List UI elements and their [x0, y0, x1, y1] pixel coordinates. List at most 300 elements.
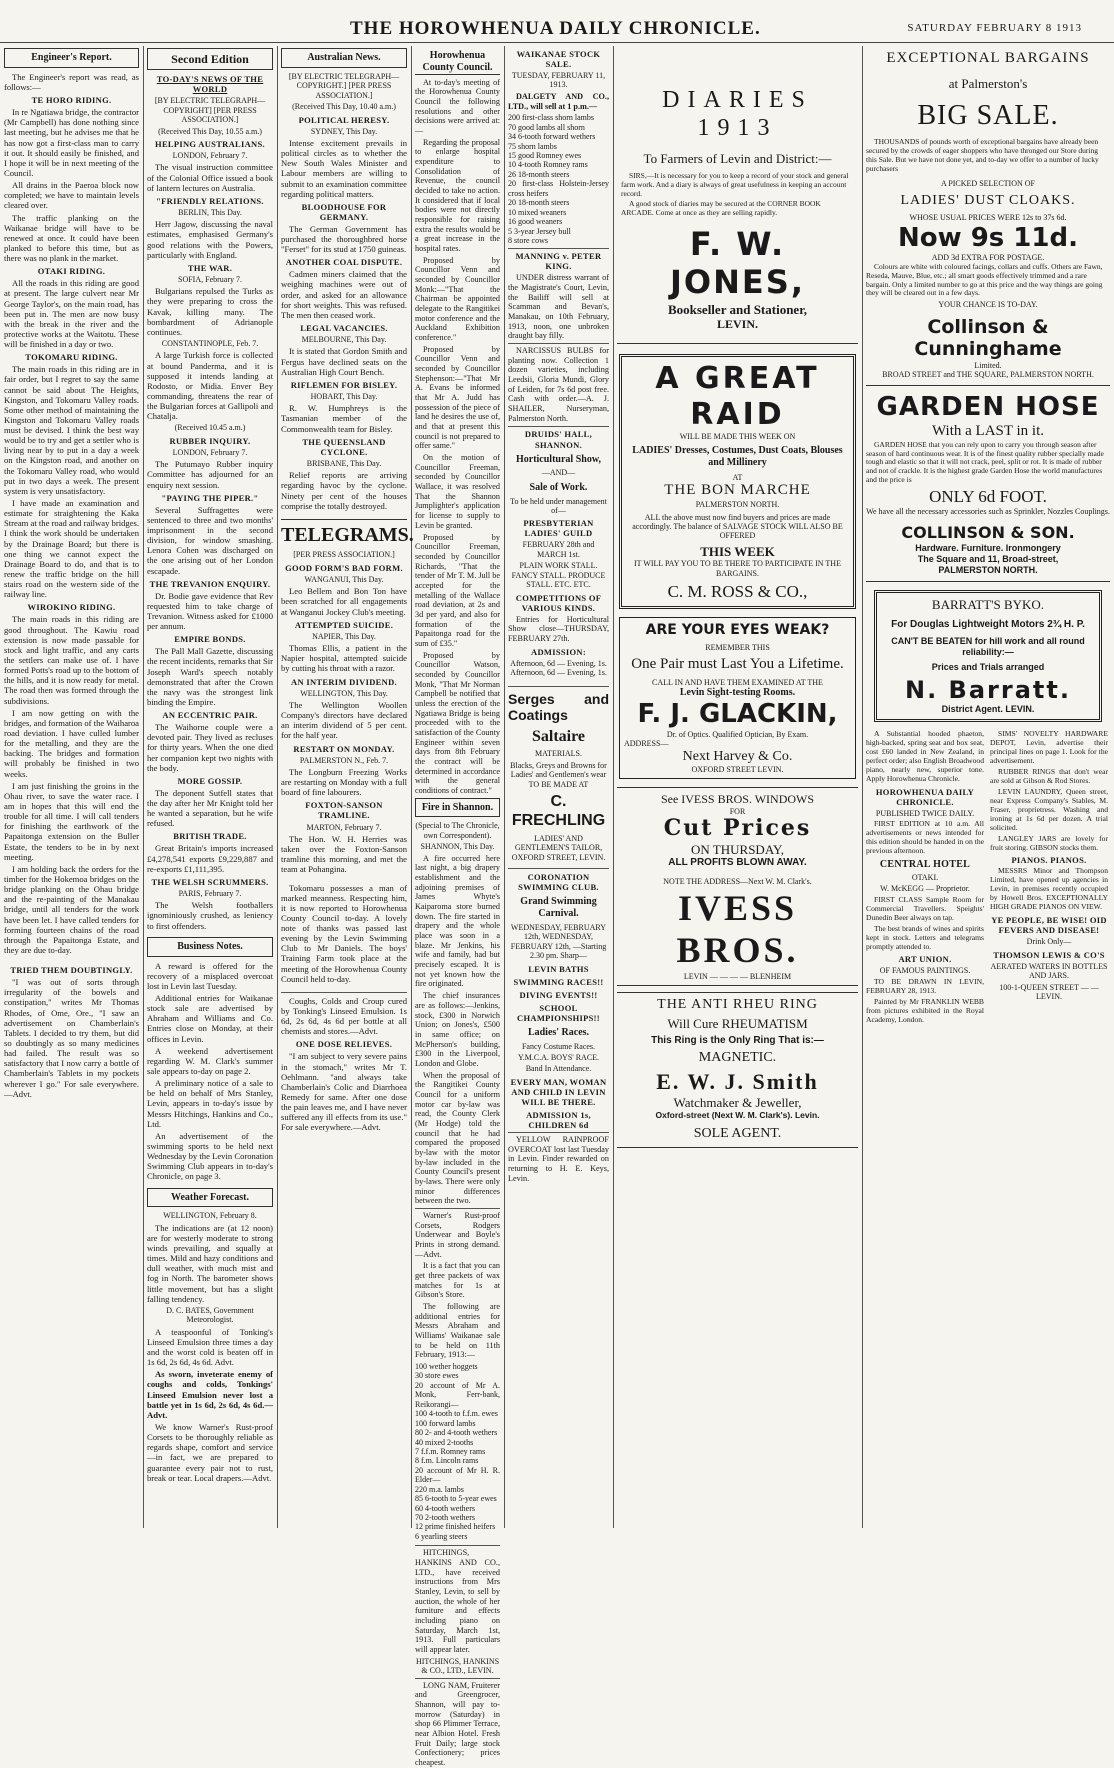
list-item: 200 first-class shorn lambs: [508, 113, 594, 123]
advert-title: E. W. J. Smith: [656, 1069, 819, 1095]
advert-subtitle: WILL BE MADE THIS WEEK ON: [679, 431, 796, 441]
advert-text: LANGLEY JARS are lovely for fruit storing. GIBSON stocks them.: [990, 833, 1108, 852]
advert-text: TO BE DRAWN IN LEVIN, FEBRUARY 28, 1913.: [866, 976, 984, 995]
stock-sale-list: [508, 113, 609, 245]
list-item: 40 mixed 2-tooths: [415, 1437, 474, 1447]
signature: HITCHINGS, HANKINS & CO., LTD., LEVIN.: [415, 1656, 500, 1676]
advert-subtitle: 100-1-QUEEN STREET — — LEVIN.: [999, 982, 1099, 1002]
dateline: BERLIN, This Day.: [178, 207, 242, 217]
advert-text: GARDEN HOSE that you can rely upon to carry you through season after season of hard continuous wear. It is of the finest quality rubber specially made tough and elastic so that it will not crack, peel, split or rot. It is made of rubber and not of crackle. It is the highest grade Garden Hose the world manufactures and the price is: [866, 439, 1104, 485]
notice-subtitle: PRESBYTERIAN LADIES' GUILD: [523, 518, 594, 539]
advert-subtitle: To Farmers of Levin and District:—: [643, 150, 832, 166]
column-rule: [277, 46, 278, 1528]
article-paragraph: Bulgarians repulsed the Turks as they were preparing to cross the Kavak, killing many. The bombardment of Adrianople continues.: [147, 286, 273, 337]
advert-text: DALGETY AND CO., LTD., will sell at 1 p.m.—: [508, 91, 609, 111]
advert-subtitle: REMEMBER THIS: [705, 642, 770, 652]
article-paragraph: Several Suffragettes were sentenced to three and two months' imprisonment in the second division, for window smashing. Lenora Cohen was discharged on the one arising out of her London escapade.: [147, 504, 273, 576]
advert-title: IVESS BROS.: [676, 887, 799, 971]
dateline: MELBOURNE, This Day.: [301, 335, 387, 345]
masthead-title: THE HOROWHENUA DAILY CHRONICLE.: [350, 18, 761, 39]
notice-subtitle: LEVIN BATHS: [528, 963, 589, 974]
subheading: FOXTON-SANSON TRAMLINE.: [305, 800, 383, 821]
wire-credit: [PER PRESS ASSOCIATION.]: [293, 550, 395, 560]
advert-title: BARRATT'S BYKO.: [931, 597, 1045, 613]
advert-text: A Substantial hooded phaeton, high-backed, spring seat and box seat, cost £60 landed in New Zealand, in perfect order; also English Broadwood piano, nearly new, superior tone. Apply Horowhenua Chronicle.: [866, 729, 984, 783]
subheading: BRITISH TRADE.: [173, 831, 247, 842]
article-paragraph: The main roads in this riding are good throughout. The Kawiu road extension is now made passable for stock and light traffic, and any carts the settlers can make use of. I have formed Potts's road up to the bottom of the hills, and it is now ready for metal. The road then was formed through the subdivisions.: [4, 614, 139, 706]
advert-heading: YE PEOPLE, BE WISE! OID FEVERS AND DISEASE!: [991, 915, 1107, 936]
advert-text: It is a fact that you can get three packets of wax matches for 1s at Gibson's Store.: [415, 1261, 500, 1300]
advert-subtitle: Levin Sight-testing Rooms.: [679, 687, 796, 699]
advert-text: ALL the above must now find buyers and prices are made accordingly. The balance of SALVAGE STOCK WILL ALSO BE OFFERED: [632, 512, 843, 541]
column-rule: [411, 46, 412, 1528]
notice-title: Sale of Work.: [529, 481, 588, 493]
advert-text: YELLOW RAINPROOF OVERCOAT lost last Tuesday in Levin. Finder rewarded on returning to H. E. Keys, Levin.: [508, 1132, 609, 1183]
notice-subtitle: ADMISSION 1s, CHILDREN 6d: [526, 1109, 591, 1130]
advert-heading: ART UNION.: [898, 954, 952, 965]
advert-subtitle: OXFORD STREET LEVIN.: [691, 765, 784, 775]
subheading: MORE GOSSIP.: [177, 775, 243, 786]
article-paragraph: R. W. Humphreys is the Tasmanian member of the Commonwealth team for Bisley.: [281, 403, 407, 434]
advert-title: A GREAT RAID: [655, 361, 820, 432]
advert-heading: HOROWHENUA DAILY CHRONICLE.: [875, 786, 975, 807]
article-paragraph: The Putumayo Rubber inquiry Committee has adjourned for an enquiry next session.: [147, 459, 273, 490]
article-paragraph: Proposed by Councillor Freeman, seconded by Councillor Richards, "That the tender of Mr T. M. Jull be accepted for the metalling of the Wallace road deviation, at 2s and 3d per yard, and also for formation of the Papaitonga road for the sum of £35.": [415, 532, 500, 648]
advert-subtitle: FOR: [729, 806, 746, 816]
advert-subtitle: CALL IN AND HAVE THEM EXAMINED AT THE: [652, 677, 823, 687]
article-paragraph: When the proposal of the Rangitikei County Council for a uniform motor car by-law was read, the County Clerk (Mr Hodge) told the council that he had compared the proposed by-law with the motor by-law included in the County Council's present by-laws. There were only minor differences between the two.: [415, 1070, 500, 1206]
list-item: 70 2-tooth wethers: [415, 1513, 475, 1523]
dateline: SYDNEY, This Day.: [310, 126, 378, 136]
signature: D. C. BATES, Government Meteorologist.: [166, 1305, 254, 1325]
subheading: "FRIENDLY RELATIONS.: [156, 195, 264, 206]
subheading: AN ECCENTRIC PAIR.: [162, 710, 258, 721]
advert-title: COLLINSON & SON.: [901, 523, 1075, 543]
list-item: 75 shorn lambs: [508, 141, 557, 151]
subheading: RESTART ON MONDAY.: [293, 743, 395, 754]
advert-title: THE ANTI RHEU RING: [657, 996, 818, 1012]
column-rule: [143, 46, 144, 1528]
article-paragraph: Relief reports are arriving regarding havoc by the cyclone. Ninety per cent of the houses comprise the totally destroyed.: [281, 470, 407, 511]
advert-title: Cut Prices: [663, 815, 812, 842]
advert-title: F. W. JONES,: [670, 225, 805, 301]
article-paragraph: A weekend advertisement regarding W. M. Clark's summer sale appears to-day on page 2.: [147, 1045, 273, 1076]
article-paragraph: I am holding back the orders for the timber for the Hokemoa bridges on the bridge planking on the Ohau bridge and the re-painting of the Manakau bridge, until all tenders for the work have been let. I have called tenders for forming fourteen chains of the road through the Papaitonga Estate, and they are due to-day.: [4, 863, 139, 955]
column-adverts-right: [866, 46, 1110, 1528]
advert-text: A teaspoonful of Tonking's Linseed Emulsion three times a day and the worst cold is beaten off in 1s 6d, 2s 6d, 4s 6d. Advt.: [147, 1326, 273, 1368]
notice-subtitle: DIVING EVENTS!!: [519, 989, 598, 1000]
notice-subtitle: COMPETITIONS OF VARIOUS KINDS.: [515, 592, 602, 613]
column-rule: [862, 46, 863, 1528]
article-heading: Weather Forecast.: [147, 1188, 273, 1208]
list-item: 20 account of Mr A. Monk, Ferr-bank, Reikorangi—: [415, 1380, 500, 1409]
advert-subtitle: LEVIN — — — — BLENHEIM: [683, 971, 792, 981]
dateline: CONSTANTINOPLE, Feb. 7.: [161, 338, 259, 348]
advert-text: As sworn, inveterate enemy of coughs and colds, Tonkings' Linseed Emulsion never lost a battle yet in 1s 6d, 2s 6d, 4s 6d.—Advt.: [147, 1369, 273, 1420]
advert-subtitle: This Ring is the Only Ring That is:—: [651, 1034, 824, 1046]
article-paragraph: Intense excitement prevails in political circles as to whether the New South Wales Minister and Labour members are willing to submit to an examination committee regarding political matters.: [281, 138, 407, 199]
advert-subtitle: LADIES' AND GENTLEMEN'S TAILOR, OXFORD STREET, LEVIN.: [511, 833, 606, 862]
small-ads-right: [990, 730, 1108, 1027]
advert-subtitle: MAGNETIC.: [698, 1049, 777, 1065]
advert-text: The best brands of wines and spirits kept in stock. Letters and telegrams promptly attended to.: [866, 923, 984, 951]
list-item: 70 good lambs all shorn: [508, 122, 585, 132]
article-paragraph: The Pall Mall Gazette, discussing the recent incidents, remarks that Sir Joseph Ward's speech notably demonstrated that after the Crown the navy was the strongest link binding the Empire.: [147, 646, 273, 708]
advert-subtitle: W. McKEGG — Proprietor.: [880, 884, 970, 894]
advert-text: LEVIN LAUNDRY, Queen street, near Express Company's Stables, M. Fraser, proprietress. Washing and ironing at 1s 6d per dozen. A trial solicited.: [990, 786, 1108, 832]
advert-subtitle: Bookseller and Stationer,: [667, 301, 808, 317]
article-paragraph: The chief insurances are as follows:—Jenkins, stock, £300 in Norwich Union; on Jones's, £500 in same office; on McPherson's building, £300 in the Liverpool, London and Globe.: [415, 991, 500, 1068]
article-paragraph: Additional entries for Waikanae stock sale are advertised by Abraham and Williams and Co. Entries close on Monday, at their offices in Levin.: [147, 992, 273, 1044]
advert-text: HITCHINGS, HANKINS AND CO., LTD., have received instructions from Mrs Stanley, Levin, to sell by auction, the whole of her furniture and effects including piano on Saturday, March 1st, 1913. Full particulars will appear later.: [415, 1545, 500, 1654]
list-item: 100 4-tooth to f.f.m. ewes: [415, 1409, 498, 1419]
stock-entry-list: [415, 1362, 500, 1541]
masthead-date: SATURDAY FEBRUARY 8 1913: [907, 22, 1082, 34]
advert-subtitle: THIS WEEK: [700, 543, 775, 559]
article-paragraph: Leo Bellem and Bon Ton have been scratched for all engagements at Wanganui Jockey Club's meeting.: [281, 586, 407, 617]
subheading: WIROKINO RIDING.: [27, 602, 116, 613]
advert-text: A good stock of diaries may be secured at the CORNER BOOK ARCADE. Come at once as they are selling rapidly.: [621, 199, 821, 218]
subheading: ATTEMPTED SUICIDE.: [294, 619, 394, 630]
advert-text: RUBBER RINGS that don't wear are sold at Gibson & Rod Stores.: [990, 766, 1108, 785]
advert-eyes: [619, 617, 856, 779]
notice-heading: DRUIDS' HALL, SHANNON.: [508, 426, 609, 449]
article-heading: Engineer's Report.: [4, 48, 139, 68]
list-item: 16 good weaners: [508, 217, 563, 227]
dateline: SHANNON, This Day.: [420, 842, 495, 852]
advert-subtitle: Will Cure RHEUMATISM: [667, 1016, 808, 1032]
byline: (Special to The Chronicle, own Correspondent).: [415, 821, 500, 840]
advert-garden-hose: [866, 386, 1110, 582]
advert-text: SIMS' NOVELTY HARDWARE DEPOT, Levin, advertise their principal lines on page 1. Look for the advertisement.: [990, 729, 1108, 765]
advert-text: "I was out of sorts through irregularity of the bowels and constipation," writes Mr Thomas Rhodes, of Ome, Ore., "I saw an advertisement on Chamberlain's Tablets. I decided to try them, but did so doubtingly as so many medicines had failed. The result was so satisfactory that I now carry a bottle of Chamberlain's Tablets in my pockets wherever I go." For sale everywhere.—Advt.: [4, 977, 139, 1099]
dateline: PARIS, February 7.: [178, 888, 242, 898]
notice-heading: CORONATION SWIMMING CLUB.: [508, 868, 609, 892]
advert-text: MESSRS Minor and Thompson Limited, have opened up agencies in Levin, in premises recently occupied by Howell Bros. EXCEPTIONALLY HIGH GRADE PIANOS ON VIEW.: [990, 866, 1108, 912]
article-paragraph: The German Government has purchased the thoroughbred horse "Ferset" for its stud at 1750 guineas.: [281, 223, 407, 255]
advert-subtitle: ADD 3d EXTRA FOR POSTAGE.: [931, 253, 1045, 263]
list-item: 220 m.a. lambs: [415, 1484, 464, 1494]
list-item: 30 store ewes: [415, 1371, 459, 1381]
advert-heading: CENTRAL HOTEL: [879, 859, 971, 871]
article-paragraph: A fire occurred here last night, a big drapery establishment and the adjoining premises of James Whyte's Kaiparoma store burned down. The fire started in drapery and the whole place was soon in a blaze. Mr Jenkins, his wife and family, had but precisely escaped. It is not yet known how the fire originated.: [415, 853, 500, 989]
advert-subtitle: PALMERSTON NORTH.: [938, 564, 1038, 575]
subheading: POLITICAL HERESY.: [298, 114, 390, 125]
advert-subtitle: CAN'T BE BEATEN for hill work and all round reliability:—: [891, 636, 1085, 657]
advert-diaries: [617, 46, 858, 344]
advert-subtitle: Dr. of Optics. Qualified Optician, By Exam.: [666, 729, 809, 739]
advert-title: C. M. ROSS & CO.,: [667, 582, 808, 602]
article-paragraph: I have made an examination and estimate for straightening the Kaka Stream at the road and railway bridges. I think the work should be undertaken by the Drainage Board; but there is one thing we cannot expect the Drainage Board to do, and that is to renew the traffic bridge on the hill stairs road on the western side of the railway line.: [4, 498, 139, 600]
advert-subtitle: LEVIN.: [716, 317, 758, 331]
advert-text: LONG NAM, Fruiterer and Greengrocer, Shannon, will pay to-morrow (Saturday) in shop 66 Plimmer Terrace, near Albion Hotel. Fresh Fruit Daily; large stock Confectionery; prices cheapest.: [415, 1678, 500, 1768]
list-item: 10 mixed weaners: [508, 207, 567, 217]
subheading: THE WELSH SCRUMMERS.: [151, 876, 269, 887]
article-heading: TELEGRAMS.: [281, 519, 407, 548]
article-paragraph: All drains in the Paeroa block now completed; we have to maintain levels cleared over.: [4, 180, 139, 211]
advert-big-sale: [866, 50, 1110, 386]
advert-subtitle: SOLE AGENT.: [693, 1126, 782, 1142]
advert-subtitle: A PICKED SELECTION OF: [940, 179, 1035, 189]
notice-subtitle: Band In Attendance.: [525, 1064, 592, 1074]
advert-subtitle: For Douglas Lightweight Motors 2¾ H. P.: [891, 618, 1085, 630]
article-heading: Business Notes.: [147, 937, 273, 957]
advert-heading: ONE DOSE RELIEVES.: [295, 1039, 393, 1050]
article-paragraph: At to-day's meeting of the Horowhenua County Council the following resolutions and other decisions were arrived at:—: [415, 77, 500, 135]
notice-subtitle: Fancy Costume Races.: [521, 1041, 596, 1051]
list-item: 60 4-tooth wethers: [415, 1503, 475, 1513]
dateline: HOBART, This Day.: [310, 391, 378, 401]
advert-subtitle: Prices and Trials arranged: [931, 661, 1045, 672]
advert-subtitle: With a LAST in it.: [931, 423, 1045, 440]
advert-title: C. FRECHLING: [511, 793, 606, 830]
article-paragraph: Thomas Ellis, a patient in the Napier hospital, attempted suicide by cutting his throat with a razor.: [281, 643, 407, 674]
notice-heading: WAIKANAE STOCK SALE.: [516, 49, 601, 70]
dateline: LONDON, February 7.: [172, 447, 248, 457]
subheading: AN INTERIM DIVIDEND.: [291, 676, 397, 687]
notice-subtitle: ADMISSION:: [531, 646, 586, 657]
advert-great-raid: [619, 354, 856, 609]
advert-subtitle: YOUR CHANCE IS TO-DAY.: [938, 300, 1038, 310]
advert-text: "I am subject to very severe pains in the stomach," writes Mr T. Oehlmann. "and always take Chamberlain's Colic and Diarrhoea Remedy for same. After one dose the pain leaves me, and I have never suffered any ill effects from its use." For sale everywhere.—Advt.: [281, 1051, 407, 1133]
article-paragraph: Cadmen miners claimed that the weighing machines were out of order, and asked for an allowance for short weights. This was refused. The men then ceased work.: [281, 269, 407, 320]
article-heading: Second Edition: [147, 48, 273, 70]
advert-text: UNDER distress warrant of the Magistrate's Court, Levin, the Bailiff will sell at Scamman and Bevan's, Manakau, on 10th February, 1913, noon, one unbroken draught bay filly.: [508, 273, 609, 341]
advert-title: EXCEPTIONAL BARGAINS: [886, 50, 1090, 66]
article-paragraph: Tokomaru possesses a man of marked meanness. Respecting him, it is now reported to Horowhenua County Council to-day. A lovely note of thanks was passed last evening by the Levin Swimming Club to Mr Daniels. The boys' Training Farm took place at the meeting of the Horowhenua County Council held to-day.: [281, 882, 407, 984]
list-item: 15 good Romney ewes: [508, 151, 582, 160]
advert-title: DIARIES 1913: [662, 87, 813, 142]
article-paragraph: A large Turkish force is collected at bound Panderma, and it is supposed it intends landing at Rodosto, or Midia. Enver Bey commanding, threatens the rear of the Bulgarian forces at Gallipoli and Chatalja.: [147, 350, 273, 422]
advert-subtitle: ALL PROFITS BLOWN AWAY.: [668, 857, 807, 869]
list-item: 100 wether hoggets: [415, 1362, 478, 1372]
subheading: THE WAR.: [187, 262, 233, 273]
article-paragraph: On the motion of Councillor Freeman, seconded by Councillor Wallace, it was resolved That the Shannon Jumplighter's application for license to supply to Levin be granted.: [415, 453, 500, 530]
article-paragraph: The visual instruction committee of the Colonial Office issued a book of lantern lectures on Australia.: [147, 162, 273, 193]
column-rule: [504, 46, 505, 1528]
advert-subtitle: OF FAMOUS PAINTINGS.: [879, 966, 971, 976]
advert-subtitle: WHOSE USUAL PRICES WERE 12s to 37s 6d.: [909, 213, 1067, 223]
advert-subtitle: Drink Only—: [1026, 937, 1072, 947]
article-paragraph: I am just finishing the groins in the Ohau river, to save the water race. I am in hopes that this will end the trouble for all time. I will call tenders for finishing the earthwork of the Papaitonga extension on the Buller Estate, the tenders to be in by next meeting.: [4, 780, 139, 862]
advert-heading: THOMSON LEWIS & CO'S: [993, 949, 1105, 960]
advert-subtitle: Limited.: [974, 360, 1002, 370]
list-item: 8 f.m. Lincoln rams: [415, 1456, 479, 1466]
subheading: THE QUEENSLAND CYCLONE.: [302, 436, 386, 457]
subheading: RIFLEMEN FOR BISLEY.: [290, 379, 398, 390]
received-time: (Received 10.45 a.m.): [174, 423, 246, 433]
advert-title: LADIES' DUST CLOAKS.: [900, 192, 1076, 208]
advert-text: THOUSANDS of pounds worth of exceptional bargains have already been secured by the crowds of eager shoppers who have thronged our Store during this Sale. But we have not done yet, and to-day we offer to a number of lucky purchasers: [866, 137, 1099, 173]
article-paragraph: Regarding the proposal to enlarge hospital expenditure to Consolidation of Revenue, the council decided to take no action. It considered that if local bodies were not directly responsible for raising extra the results would be a great increase in the hospital rates.: [415, 137, 500, 254]
article-paragraph: Herr Jagow, discussing the naval estimates, emphasised Germany's good relations with the Powers, particularly with England.: [147, 219, 273, 260]
notice-subtitle: SWIMMING RACES!!: [513, 976, 604, 987]
advert-title: ONLY 6d FOOT.: [929, 487, 1047, 506]
advert-text: SIRS,—It is necessary for you to keep a record of your stock and general farm work. And a diary is always of great usefulness in keeping an account record.: [621, 170, 849, 198]
advert-subtitle: at Palmerston's: [948, 75, 1028, 91]
list-item: 100 forward lambs: [415, 1418, 476, 1428]
subheading: TE HORO RIDING.: [31, 95, 112, 106]
article-paragraph: The main roads in this riding are in fair order, but I regret to say the same cannot be said about The Heights, Kingston, and Tokomaru Valley roads. Some other method of maintaining the Kingston and Tokomaru Valley roads must be devised. I think the best way would be to try and get a settler who is living near by to put in a day a week on the Kingston road, and another on the Tokomaru Valley road, who would put in two days a week. The present system is very unsatisfactory.: [4, 364, 139, 496]
advert-subtitle: BROAD STREET and THE SQUARE, PALMERSTON NORTH.: [882, 369, 1094, 379]
subheading: ANOTHER COAL DISPUTE.: [285, 257, 403, 268]
advert-subtitle: PALMERSTON NORTH.: [695, 500, 780, 510]
dateline: SOFIA, February 7.: [178, 274, 242, 284]
list-item: 6 yearling steers: [415, 1531, 468, 1541]
article-paragraph: Proposed by Councillor Venn and seconded by Councillor Monk:—"That the Chairman be appointed delegate to the Rangitikei motor conference and the Auckland Exhibition conference.": [415, 255, 500, 343]
advert-subtitle: See IVESS BROS. WINDOWS: [660, 792, 815, 807]
advert-subtitle: PUBLISHED TWICE DAILY.: [875, 808, 975, 818]
article-paragraph: An advertisement of the swimming sports to be held next Wednesday by the Levin Coronation Swimming Club appears in to-day's Chronicle, on page 3.: [147, 1130, 273, 1182]
received-time: (Received This Day, 10.55 a.m.): [158, 126, 262, 136]
list-item: 20 account of Mr H. R. Elder—: [415, 1465, 500, 1485]
article-paragraph: I am now getting on with the bridges, and formation of the Waiharoa road deviation. I have culled lumber for the metalling, and they are the backing. The bridges and formation will probably be finished in two weeks.: [4, 707, 139, 779]
article-paragraph: Great Britain's imports increased £4,278,541 exports £9,229,887 and re-exports £1,111,395.: [147, 843, 273, 874]
dateline: BRISBANE, This Day.: [306, 458, 382, 468]
dateline: WELLINGTON, February 8.: [163, 1211, 257, 1221]
notice-date: FEBRUARY 28th and MARCH 1st.: [522, 540, 595, 559]
advert-title: N. Barratt.: [905, 676, 1071, 705]
column-engineers-report: [4, 46, 139, 1528]
advert-text: NARCISSUS BULBS for planting now. Collection 1 dozen varieties, including Leedsii, Gloria Mundi, Glory of Leiden, for 7s 6d post free. Cash with order.—A. J. SHAILER, Nurseryman, Palmerston North.: [508, 343, 609, 423]
article-paragraph: Proposed by Councillor Venn and seconded by Councillor Stephenson:—"That Mr A. Evans be informed that Mr A. Judd has possession of the piece of land he desires the use of, and that at present this council is not prepared to offer same.": [415, 344, 500, 451]
column-county-council: [415, 46, 500, 1767]
advert-subtitle: AERATED WATERS IN BOTTLES AND JARS.: [990, 961, 1108, 981]
subheading: BLOODHOUSE FOR GERMANY.: [301, 201, 387, 222]
list-item: 8 store cows: [508, 235, 548, 245]
subheading: GOOD FORM'S BAD FORM.: [285, 562, 403, 573]
advert-subtitle: NOTE THE ADDRESS—Next W. M. Clark's.: [663, 877, 812, 887]
advert-subtitle: AT: [732, 472, 743, 482]
subheading: THE TREVANION ENQUIRY.: [149, 578, 271, 589]
article-paragraph: The Hon. W. H. Herries was taken over the Foxton-Sanson tramline this morning, and met the team at Pohangina.: [281, 833, 407, 875]
article-paragraph: The Engineer's report was read, as follows:—: [4, 71, 139, 92]
article-paragraph: The Waihorne couple were a devoted pair. They lived as recluses for thirty years. When the one died her companion kept two nights with the body.: [147, 722, 273, 773]
subheading: EMPIRE BONDS.: [174, 634, 246, 645]
advert-text: FIRST EDITION at 10 a.m. All advertisements or news intended for this edition should be handed in on the previous afternoon.: [866, 819, 984, 856]
notice-subtitle: Afternoon, 6d — Evening, 1s. Afternoon, 6d — Evening, 1s.: [510, 658, 607, 678]
advert-text: We know Warner's Rust-proof Corsets to be thoroughly reliable as regards shape, comfort and service —in fact, we are prepared to guarantee every pair not to rust, break or tear. Local drapers.—Advt.: [147, 1422, 273, 1483]
masthead: [0, 0, 1114, 43]
list-item: 7 f.f.m. Romney rams: [415, 1446, 486, 1456]
subheading: RUBBER INQUIRY.: [169, 435, 251, 446]
notice-date: WEDNESDAY, FEBRUARY 12th, WEDNESDAY, FEBRUARY 12th, —Starting 2.30 pm. Sharp—: [510, 922, 607, 961]
article-paragraph: The indications are (at 12 noon) are for westerly moderate to strong winds prevailing, and squally at times. Mild and hazy conditions and dull weather, with much mist and fog in North. The barometer shows little movement, but has a slight falling tendency.: [147, 1222, 273, 1304]
notice-title: Ladies' Races.: [527, 1026, 590, 1038]
advert-text: IT WILL PAY YOU TO BE THERE TO PARTICIPATE IN THE BARGAINS.: [634, 559, 841, 578]
article-paragraph: The Wellington Woollen Company's directors have declared an interim dividend of 5 per cent. for the half year.: [281, 700, 407, 741]
advert-title: GARDEN HOSE: [876, 392, 1100, 423]
dateline: NAPIER, This Day.: [312, 631, 376, 641]
subheading: LEGAL VACANCIES.: [300, 323, 388, 334]
advert-text: Coughs, Colds and Croup cured by Tonking's Linseed Emulsion. 1s 6d, 2s 6d, 4s 6d per bottle at all chemists and stores.—Advt.: [281, 992, 407, 1037]
advert-subtitle: Blacks, Greys and Browns for Ladies' and Gentlemen's wear TO BE MADE AT: [510, 760, 607, 789]
article-paragraph: The deponent Sutfell states that the day after her Mr Knight told her he wanted a separation, but he wife refused.: [147, 787, 273, 829]
advert-subtitle: Oxford-street (Next W. M. Clark's). Levin.: [655, 1110, 820, 1121]
subheading: "PAYING THE PIPER.": [161, 492, 259, 503]
advert-subtitle: LADIES' Dresses, Costumes, Dust Coats, Blouses and Millinery: [632, 445, 843, 469]
advert-text: FIRST CLASS Sample Room for Commercial Travellers. Speights' Dunedin Beer always on tap.: [866, 894, 984, 922]
article-heading: Horowhenua County Council.: [415, 50, 500, 75]
advert-text: Painted by Mr FRANKLIN WEBB from pictures exhibited in the Royal Academy, London.: [866, 996, 984, 1024]
advert-subtitle: Watchmaker & Jeweller,: [673, 1095, 802, 1111]
article-paragraph: In re Ngatiawa bridge, the contractor (Mr Campbell) has done nothing since last meeting, but he advises me that he has now got a first-class man to carry it out. It should easily be finished, and I hope it will be in next meeting of the Council.: [4, 107, 139, 178]
article-paragraph: The Longburn Freezing Works are restarting on Monday with a full board of fine labourers.: [281, 767, 407, 798]
advert-title: Next Harvey & Co.: [682, 748, 793, 764]
article-paragraph: A preliminary notice of a sale to be held on behalf of Mrs Stanley, Levin, appears in to-day's issue by Messrs Hitchings, Hankins and Co., Ltd.: [147, 1078, 273, 1129]
advert-heading: TRIED THEM DOUBTINGLY.: [10, 965, 133, 976]
dateline: MARTON, February 7.: [306, 822, 382, 832]
subheading: OTAKI RIDING.: [37, 266, 106, 277]
advert-text: Colours are white with coloured facings, collars and cuffs. Others are Fawn, Reseda, Mauve, Blue, etc.; all smart goods effectively trimmed and a rare bargain. Only a limited number to go at this price and the way things are going they will be cleared out in a few days.: [866, 261, 1103, 298]
advert-subtitle: ADDRESS—: [624, 739, 669, 749]
dateline: WANGANUI, This Day.: [304, 574, 384, 584]
list-item: 85 6-tooth to 5-year ewes: [415, 1494, 497, 1504]
advert-text: Warner's Rust-proof Corsets, Rodgers Underwear and Boyle's Prints in strong demand.—Advt.: [415, 1208, 500, 1259]
advert-title: ARE YOUR EYES WEAK?: [645, 622, 830, 639]
list-item: 80 2- and 4-tooth wethers: [415, 1428, 498, 1438]
article-paragraph: The traffic planking on the Waikanae bridge will have to be renewed at once. It could have been planked to before this time, but as there was no plank in the market.: [4, 212, 139, 264]
article-paragraph: A reward is offered for the recovery of a misplaced overcoat lost in Levin last Tuesday.: [147, 960, 273, 991]
article-paragraph: The Welsh footballers ignominiously crushed, as leniency to first offenders.: [147, 900, 273, 931]
subheading: HELPING AUSTRALIANS.: [155, 138, 265, 149]
article-heading: Australian News.: [281, 48, 407, 68]
advert-title: THE BON MARCHE: [664, 482, 811, 499]
column-notices: [508, 46, 609, 1528]
advert-title: One Pair must Last You a Lifetime.: [631, 656, 844, 673]
advert-title: F. J. GLACKIN,: [637, 698, 838, 729]
notice-title: Horticultural Show,: [515, 453, 601, 465]
advert-byko: [874, 590, 1102, 722]
column-second-edition: [147, 46, 273, 1528]
small-ads-grid: [866, 730, 1110, 1027]
small-ads-left: [866, 730, 984, 1027]
article-paragraph: Dr. Bodie gave evidence that Rev requested him to take charge of Trevanion. Witness asked for £1000 per annum.: [147, 590, 273, 632]
list-item: 20 18-month steers: [508, 198, 570, 208]
list-item: 20 first-class Holstein-Jersey cross heifers: [508, 179, 609, 198]
list-item: 10 4-tooth Romney rams: [508, 160, 588, 170]
list-item: 12 prime finished heifers: [415, 1522, 496, 1532]
dateline: PALMERSTON N., Feb. 7.: [299, 755, 389, 765]
article-paragraph: Proposed by Councillor Watson, seconded by Councillor Monk, "That Mr Norman Campbell be notified that unless the erection of the Ngatiawa Bridge is being proceeded with to the satisfaction of the County Engineer within seven days from 8th February the contract will be determined in accordance with the general conditions of contract.": [415, 650, 500, 795]
list-item: 34 6-tooth forward wethers: [508, 132, 596, 142]
notice-subtitle: EVERY MAN, WOMAN AND CHILD IN LEVIN WILL BE THERE.: [510, 1076, 607, 1107]
list-item: 5 3-year Jersey bull: [508, 226, 571, 236]
notice-subtitle: SCHOOL CHAMPIONSHIPS!!: [517, 1002, 600, 1023]
notice-heading: MANNING v. PETER KING.: [508, 248, 609, 271]
received-time: (Received This Day, 10.40 a.m.): [292, 102, 396, 112]
advert-title: Collinson & Cunninghame: [914, 315, 1062, 361]
advert-text: We have all the necessary accessories such as Sprinkler, Nozzles Couplings.: [866, 507, 1110, 517]
notice-subtitle: PLAIN WORK STALL. FANCY STALL. PRODUCE STALL. ETC. ETC.: [511, 561, 606, 590]
advert-subtitle: The Square and 11, Broad-street,: [917, 553, 1059, 564]
subheading: TOKOMARU RIDING.: [25, 352, 118, 363]
article-paragraph: It is stated that Gordon Smith and Fergus have declined seats on the Australian High Court Bench.: [281, 346, 407, 377]
advert-heading: PIANOS. PIANOS.: [1011, 855, 1087, 866]
article-heading: Fire in Shannon.: [415, 798, 500, 818]
notice-title: Grand Swimming Carnival.: [520, 896, 597, 920]
advert-subtitle: OTAKI.: [911, 872, 939, 882]
advert-title: Now 9s 11d.: [898, 222, 1078, 253]
column-adverts-centre: [617, 46, 858, 1528]
column-australian-news: [281, 46, 414, 1528]
column-rule: [613, 46, 614, 1528]
list-item: 26 18-month steers: [508, 169, 570, 179]
wire-credit: [BY ELECTRIC TELEGRAPH—COPYRIGHT.] [PER PRESS ASSOCIATION.]: [288, 71, 400, 100]
advert-ivess: [617, 787, 858, 985]
advert-title: Serges and Coatings: [508, 686, 609, 724]
dateline: LONDON, February 7.: [172, 150, 248, 160]
